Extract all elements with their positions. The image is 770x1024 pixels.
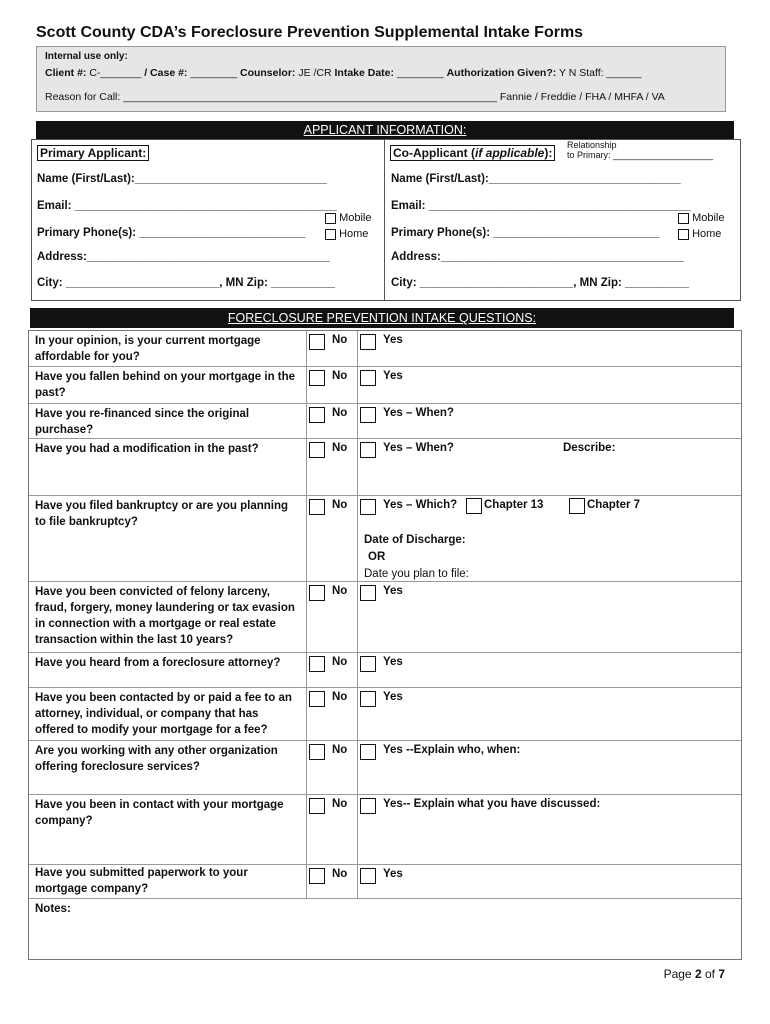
- yes-checkbox[interactable]: [360, 442, 376, 458]
- plan-date-label: Date you plan to file:: [364, 568, 469, 580]
- question-text: Have you fallen behind on your mortgage in the past?: [35, 371, 296, 399]
- questions-section-header: FORECLOSURE PREVENTION INTAKE QUESTIONS:: [30, 308, 734, 328]
- internal-use-box: [36, 46, 726, 112]
- mobile-label: Mobile: [339, 212, 372, 224]
- reason-line: [45, 91, 665, 103]
- yes-checkbox[interactable]: [360, 744, 376, 760]
- no-checkbox[interactable]: [309, 691, 325, 707]
- no-label: No: [332, 744, 348, 756]
- authorization-field[interactable]: Y N Staff: ______: [556, 67, 642, 79]
- no-checkbox[interactable]: [309, 744, 325, 760]
- yes-label: Yes – Which?: [383, 499, 458, 511]
- question-row: [29, 865, 741, 899]
- primary-mobile-option[interactable]: [325, 212, 371, 224]
- no-label: No: [332, 442, 348, 454]
- question-row: [29, 367, 741, 404]
- primary-home-option[interactable]: [325, 228, 368, 240]
- question-text: Have you been contacted by or paid a fee to an attorney, individual, or company that has offered to modify your mortgage for a fee?: [35, 692, 292, 736]
- no-label: No: [332, 407, 348, 419]
- no-checkbox[interactable]: [309, 370, 325, 386]
- co-phone-field[interactable]: Primary Phone(s): __________________________: [391, 227, 660, 239]
- intake-date-label: Intake Date:: [334, 67, 395, 79]
- no-checkbox[interactable]: [309, 442, 325, 458]
- yes-checkbox[interactable]: [360, 407, 376, 423]
- yes-checkbox[interactable]: [360, 585, 376, 601]
- no-label: No: [332, 334, 348, 346]
- applicant-section-header: APPLICANT INFORMATION:: [36, 121, 734, 139]
- question-row: [29, 331, 741, 367]
- question-row: [29, 741, 741, 795]
- yes-label: Yes: [383, 334, 403, 346]
- client-field[interactable]: C-_______: [86, 67, 145, 79]
- co-mobile-option[interactable]: [678, 212, 724, 224]
- question-text: Are you working with any other organization offering foreclosure services?: [35, 745, 278, 773]
- no-checkbox[interactable]: [309, 585, 325, 601]
- yes-label: Yes: [383, 868, 403, 880]
- chapter-13-checkbox[interactable]: [466, 498, 482, 514]
- primary-phone-field[interactable]: Primary Phone(s): __________________________: [37, 227, 306, 239]
- no-label: No: [332, 370, 348, 382]
- yes-label: Yes --Explain who, when:: [383, 744, 521, 756]
- primary-name-field[interactable]: Name (First/Last):______________________________: [37, 173, 327, 185]
- relationship-label: Relationship: [567, 140, 617, 150]
- applicant-divider: [384, 139, 385, 301]
- counselor-field[interactable]: JE /CR: [295, 67, 335, 79]
- no-label: No: [332, 798, 348, 810]
- no-label: No: [332, 656, 348, 668]
- discharge-date-label: Date of Discharge:: [364, 534, 466, 546]
- primary-applicant-label: Primary Applicant:: [37, 145, 149, 161]
- question-text: Have you had a modification in the past?: [35, 443, 259, 455]
- home-label: Home: [692, 228, 722, 240]
- no-checkbox[interactable]: [309, 499, 325, 515]
- yes-label: Yes: [383, 691, 403, 703]
- page-number: Page 2 of 7: [663, 967, 725, 981]
- question-row: [29, 688, 741, 741]
- yes-checkbox[interactable]: [360, 691, 376, 707]
- reason-field[interactable]: ________________________________________________________________ Fannie / Freddie / FHA / MHFA / VA: [120, 91, 665, 103]
- chapter-7-label: Chapter 7: [587, 499, 641, 511]
- yes-checkbox[interactable]: [360, 798, 376, 814]
- co-city-field[interactable]: City: ________________________, MN Zip: __________: [391, 277, 689, 289]
- question-text: Have you heard from a foreclosure attorney?: [35, 657, 281, 669]
- page-title: Scott County CDA’s Foreclosure Prevention Supplemental Intake Forms: [36, 24, 584, 41]
- co-applicant-label: Co-Applicant (if applicable):: [390, 145, 555, 161]
- question-text: Have you re-financed since the original purchase?: [35, 408, 250, 436]
- counselor-label: Counselor:: [239, 67, 296, 79]
- home-label: Home: [339, 228, 369, 240]
- yes-checkbox[interactable]: [360, 499, 376, 515]
- yes-checkbox[interactable]: [360, 656, 376, 672]
- yes-checkbox[interactable]: [360, 334, 376, 350]
- internal-line-1: [45, 67, 642, 79]
- notes-field[interactable]: [29, 899, 741, 959]
- case-label: / Case #:: [144, 67, 188, 79]
- question-row: [29, 404, 741, 439]
- question-row: [29, 653, 741, 688]
- no-label: No: [332, 868, 348, 880]
- question-row: [29, 439, 741, 496]
- co-name-field[interactable]: Name (First/Last):______________________________: [391, 173, 681, 185]
- yes-label: Yes-- Explain what you have discussed:: [383, 798, 601, 810]
- yes-label: Yes – When?: [383, 442, 454, 454]
- notes-label: Notes:: [35, 903, 71, 915]
- no-checkbox[interactable]: [309, 407, 325, 423]
- client-label: Client #:: [45, 67, 87, 79]
- or-label: OR: [368, 551, 386, 563]
- question-text: Have you submitted paperwork to your mortgage company?: [35, 867, 248, 895]
- checkbox-icon[interactable]: [678, 229, 689, 240]
- authorization-label: Authorization Given?:: [446, 67, 557, 79]
- question-row: [29, 496, 741, 582]
- no-checkbox[interactable]: [309, 868, 325, 884]
- relationship-line[interactable]: to Primary: ____________________: [567, 150, 714, 160]
- chapter-7-checkbox[interactable]: [569, 498, 585, 514]
- question-text: Have you been in contact with your mortgage company?: [35, 799, 284, 827]
- question-row: [29, 795, 741, 865]
- yes-checkbox[interactable]: [360, 370, 376, 386]
- reason-label: Reason for Call:: [45, 91, 121, 103]
- checkbox-icon[interactable]: [325, 213, 336, 224]
- checkbox-icon[interactable]: [678, 213, 689, 224]
- primary-address-field[interactable]: Address:______________________________________: [37, 251, 330, 263]
- describe-label: Describe:: [563, 442, 616, 454]
- case-field[interactable]: ________: [187, 67, 240, 79]
- question-text: In your opinion, is your current mortgage affordable for you?: [35, 335, 261, 363]
- co-home-option[interactable]: [678, 228, 721, 240]
- question-text: Have you filed bankruptcy or are you planning to file bankruptcy?: [35, 500, 289, 528]
- yes-label: Yes: [383, 370, 403, 382]
- co-address-field[interactable]: Address:______________________________________: [391, 251, 684, 263]
- yes-label: Yes – When?: [383, 407, 454, 419]
- chapter-13-label: Chapter 13: [484, 499, 544, 511]
- no-label: No: [332, 691, 348, 703]
- intake-date-field[interactable]: ________: [394, 67, 447, 79]
- mobile-label: Mobile: [692, 212, 725, 224]
- yes-label: Yes: [383, 656, 403, 668]
- questions-table: [28, 330, 742, 960]
- no-checkbox[interactable]: [309, 656, 325, 672]
- yes-label: Yes: [383, 585, 403, 597]
- question-text: Have you been convicted of felony larceny, fraud, forgery, money laundering or tax evasion in connection with a mortgage or real estate transaction within the last 10 years?: [35, 586, 295, 646]
- relationship-field[interactable]: [567, 140, 713, 160]
- checkbox-icon[interactable]: [325, 229, 336, 240]
- yes-checkbox[interactable]: [360, 868, 376, 884]
- co-email-field[interactable]: Email: _________________________________________: [391, 200, 691, 212]
- internal-heading: Internal use only:: [45, 51, 128, 62]
- no-checkbox[interactable]: [309, 334, 325, 350]
- no-checkbox[interactable]: [309, 798, 325, 814]
- no-label: No: [332, 585, 348, 597]
- primary-city-field[interactable]: City: ________________________, MN Zip: __________: [37, 277, 335, 289]
- question-row: [29, 582, 741, 653]
- no-label: No: [332, 499, 348, 511]
- primary-email-field[interactable]: Email: _________________________________________: [37, 200, 337, 212]
